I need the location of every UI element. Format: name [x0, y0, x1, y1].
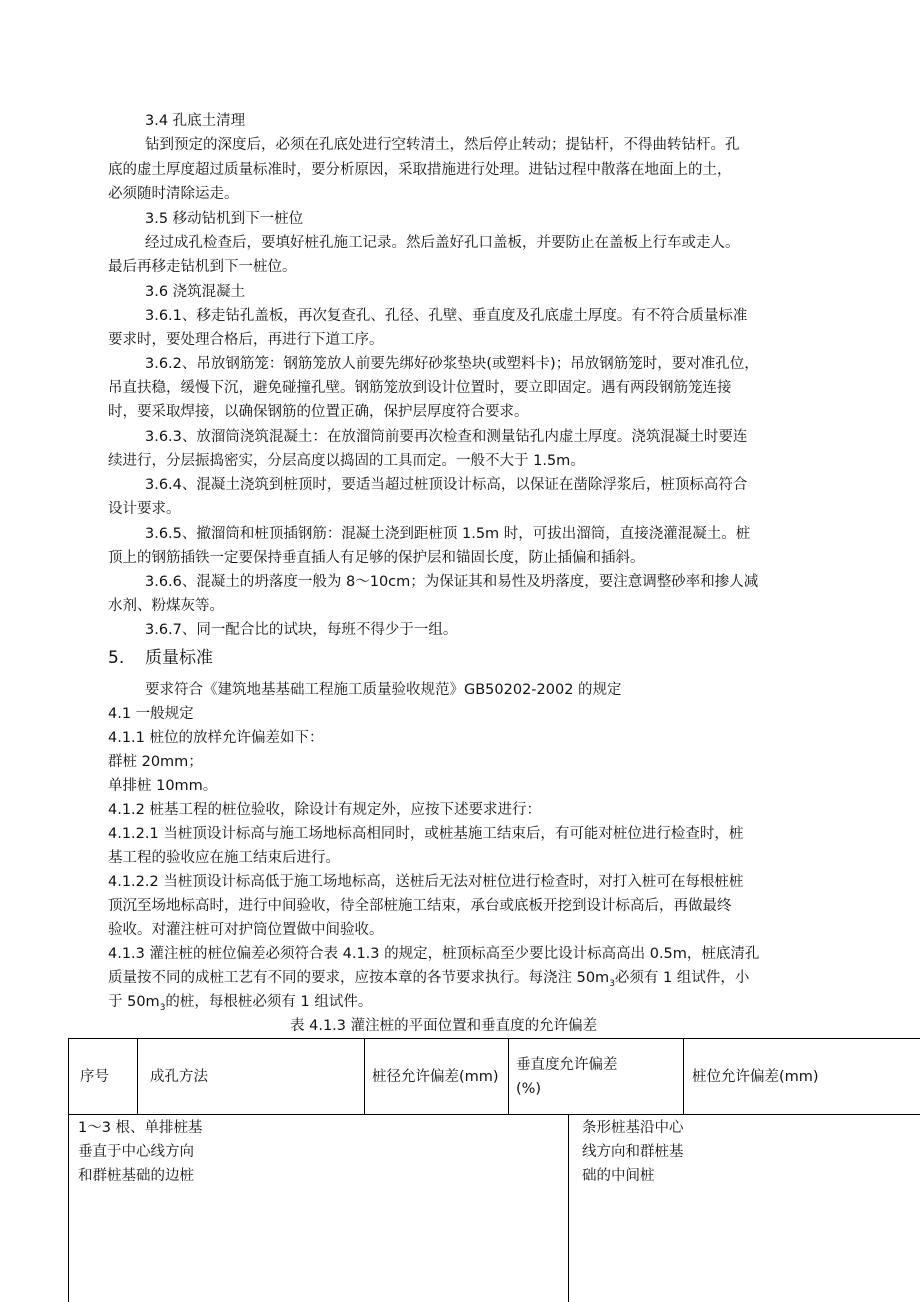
- paragraph-line: 底的虚土厚度超过质量标准时，要分析原因，采取措施进行处理。进钻过程中散落在地面上的土，: [108, 162, 732, 178]
- paragraph-line: 3.6.1、移走钻孔盖板，再次复查孔、孔径、孔壁、垂直度及孔底虚土厚度。有不符合质量标准: [145, 308, 748, 324]
- paragraph-line: 4.1.2 桩基工程的桩位验收，除设计有规定外，应按下述要求进行：: [108, 802, 542, 818]
- section-3-5-title: 3.5 移动钻机到下一桩位: [145, 211, 304, 227]
- paragraph-line: 群桩 20mm；: [108, 754, 203, 770]
- paragraph-line: 水剂、粉煤灰等。: [108, 598, 224, 614]
- section-3-6-title: 3.6 浇筑混凝土: [145, 284, 246, 300]
- cell-edge-piles: 垂直于中心线方向: [78, 1144, 194, 1160]
- paragraph-line: 设计要求。: [108, 501, 181, 517]
- header-diameter: 桩径允许偏差(mm): [372, 1069, 499, 1085]
- cell-middle-piles: 础的中间桩: [582, 1168, 655, 1184]
- paragraph-line: 4.1 一般规定: [108, 706, 194, 722]
- header-vertical: 垂直度允许偏差: [516, 1057, 618, 1073]
- header-index: 序号: [80, 1069, 109, 1085]
- header-method: 成孔方法: [150, 1069, 208, 1085]
- cell-middle-piles: 线方向和群桩基: [582, 1144, 684, 1160]
- paragraph-line: 钻到预定的深度后，必须在孔底处进行空转清土，然后停止转动；提钻杆，不得曲转钻杆。孔: [145, 137, 740, 153]
- paragraph-line: 4.1.2.2 当桩顶设计标高低于施工场地标高，送桩后无法对桩位进行检查时，对打入桩可在每根桩桩: [108, 874, 744, 890]
- heading-title: 质量标准: [145, 648, 213, 668]
- paragraph-line: 4.1.3 灌注桩的桩位偏差必须符合表 4.1.3 的规定，桩顶标高至少要比设计标高高出 0.5m，桩底清孔: [108, 946, 760, 962]
- paragraph-line: 吊直扶稳，缓慢下沉，避免碰撞孔壁。钢筋笼放到设计位置时，要立即固定。遇有两段钢筋笼连接: [108, 380, 732, 396]
- section-3-4-title: 3.4 孔底土清理: [145, 113, 246, 129]
- paragraph-line: 3.6.6、混凝土的坍落度一般为 8～10cm；为保证其和易性及坍落度，要注意调整砂率和掺人减: [145, 574, 759, 590]
- paragraph-line: 4.1.1 桩位的放样允许偏差如下：: [108, 730, 324, 746]
- header-vertical-unit: (%): [516, 1081, 542, 1097]
- paragraph-line: 3.6.4、混凝土浇筑到桩顶时，要适当超过桩顶设计标高，以保证在凿除浮浆后，桩顶标高符合: [145, 477, 748, 493]
- cell-edge-piles: 1～3 根、单排桩基: [78, 1120, 203, 1136]
- table-caption: 表 4.1.3 灌注桩的平面位置和垂直度的允许偏差: [290, 1018, 598, 1034]
- paragraph-line: 最后再移走钻机到下一桩位。: [108, 259, 297, 275]
- paragraph-line: 单排桩 10mm。: [108, 778, 218, 794]
- paragraph-line: 基工程的验收应在施工结束后进行。: [108, 850, 340, 866]
- header-position: 桩位允许偏差(mm): [692, 1069, 819, 1085]
- paragraph-line: 4.1.2.1 当桩顶设计标高与施工场地标高相同时，或桩基施工结束后，有可能对桩位进行检查时，桩: [108, 826, 744, 842]
- paragraph-line: 顶上的钢筋插铁一定要保持垂直插人有足够的保护层和锚固长度，防止插偏和插斜。: [108, 550, 645, 566]
- paragraph-line: 质量按不同的成桩工艺有不同的要求，应按本章的各节要求执行。每浇注 $50m_3$必须有 1 组试件，小: [108, 970, 750, 989]
- paragraph-line: 经过成孔检查后，要填好桩孔施工记录。然后盖好孔口盖板，并要防止在盖板上行车或走人。: [145, 235, 740, 251]
- cell-middle-piles: 条形桩基沿中心: [582, 1120, 684, 1136]
- paragraph-line: 3.6.2、吊放钢筋笼：钢筋笼放人前要先绑好砂浆垫块(或塑料卡)；吊放钢筋笼时，要对准孔位，: [145, 356, 759, 372]
- paragraph-line: 3.6.3、放溜筒浇筑混凝土：在放溜筒前要再次检查和测量钻孔内虚土厚度。浇筑混凝土时要连: [145, 429, 748, 445]
- paragraph-line: 时，要采取焊接，以确保钢筋的位置正确，保护层厚度符合要求。: [108, 404, 529, 420]
- paragraph-line: 续进行，分层振捣密实，分层高度以捣固的工具而定。一般不大于 1.5m。: [108, 453, 585, 469]
- paragraph-line: 必须随时清除运走。: [108, 186, 239, 202]
- cell-edge-piles: 和群桩基础的边桩: [78, 1168, 194, 1184]
- paragraph-line: 3.6.7、同一配合比的试块，每班不得少于一组。: [145, 622, 458, 638]
- paragraph-line: 于 $50m_3$的桩，每根桩必须有 1 组试件。: [108, 994, 373, 1013]
- paragraph-line: 要求时，要处理合格后，再进行下道工序。: [108, 332, 384, 348]
- heading-number: 5.: [108, 648, 125, 668]
- paragraph-line: 要求符合《建筑地基基础工程施工质量验收规范》GB50202-2002 的规定: [145, 682, 622, 698]
- paragraph-line: 顶沉至场地标高时，进行中间验收，待全部桩施工结束，承台或底板开挖到设计标高后，再做最终: [108, 898, 732, 914]
- paragraph-line: 验收。对灌注桩可对护筒位置做中间验收。: [108, 922, 384, 938]
- paragraph-line: 3.6.5、撤溜筒和桩顶插钢筋：混凝土浇到距桩顶 1.5m 时，可拔出溜筒，直接浇灌混凝土。桩: [145, 526, 751, 542]
